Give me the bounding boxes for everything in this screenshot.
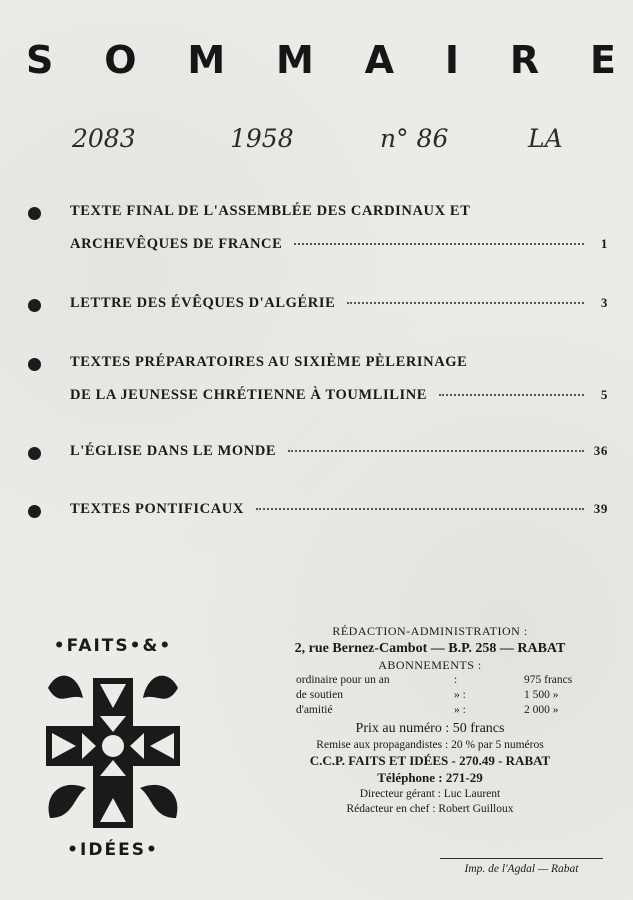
bullet-icon — [28, 505, 41, 518]
subscription-value: 2 000 » — [524, 704, 559, 717]
subscription-value: 975 francs — [524, 674, 573, 687]
leader-dots — [256, 508, 584, 510]
leader-dots — [288, 450, 584, 452]
leader-dots — [294, 243, 584, 245]
toc-page-number: 39 — [593, 501, 608, 516]
title-letter: S — [26, 38, 54, 82]
logo-bottom-text: •IDÉES• — [67, 840, 159, 860]
toc-text: TEXTES PONTIFICAUX — [70, 501, 244, 517]
handwritten-annotation — [0, 124, 633, 174]
toc-page-number: 3 — [600, 295, 608, 310]
leader-dots — [439, 394, 584, 396]
toc-text: ARCHEVÊQUES DE FRANCE — [70, 236, 283, 252]
cross-emblem-icon — [38, 658, 188, 838]
faits-et-idees-logo — [38, 636, 188, 866]
price-per-issue: Prix au numéro : 50 francs — [355, 721, 505, 737]
handwritten-number: 2083 — [72, 124, 136, 153]
discount-line: Remise aux propagandistes : 20 % par 5 numéros — [316, 739, 544, 752]
handwritten-issue: n° 86 — [380, 124, 449, 153]
bullet-icon — [28, 447, 41, 460]
toc-line — [70, 443, 608, 460]
bullet-icon — [28, 207, 41, 220]
title-letter: O — [104, 38, 137, 82]
title-letter: A — [364, 38, 395, 82]
subscription-row — [250, 673, 610, 688]
subscription-row — [250, 703, 610, 718]
toc-line — [70, 295, 608, 312]
bullet-icon — [28, 358, 41, 371]
page-title — [26, 38, 616, 82]
title-letter: E — [589, 38, 616, 82]
info-address: 2, rue Bernez-Cambot — B.P. 258 — RABAT — [294, 640, 566, 656]
toc-line — [70, 501, 608, 518]
subscriptions-heading: ABONNEMENTS : — [378, 657, 482, 672]
subscription-sep: » : — [454, 689, 466, 702]
editor-line: Rédacteur en chef : Robert Guilloux — [346, 803, 514, 816]
subscription-label: d'amitié — [296, 704, 333, 717]
title-letter: M — [187, 38, 226, 82]
subscription-value: 1 500 » — [524, 689, 559, 702]
phone-line: Téléphone : 271-29 — [377, 770, 483, 786]
bullet-icon — [28, 299, 41, 312]
toc-text: LETTRE DES ÉVÊQUES D'ALGÉRIE — [70, 295, 336, 311]
info-heading: RÉDACTION-ADMINISTRATION : — [332, 624, 528, 638]
toc-line — [70, 354, 608, 371]
toc-page-number: 1 — [600, 236, 608, 251]
toc-page-number: 5 — [600, 387, 608, 402]
subscription-label: de soutien — [296, 689, 343, 702]
toc-line — [70, 203, 608, 220]
title-letter: M — [276, 38, 314, 82]
toc-line — [70, 236, 608, 253]
subscription-label: ordinaire pour un an — [296, 674, 390, 687]
handwritten-year: 1958 — [230, 124, 294, 153]
ccp-line: C.C.P. FAITS ET IDÉES - 270.49 - RABAT — [309, 753, 551, 769]
director-line: Directeur gérant : Luc Laurent — [359, 788, 501, 801]
imprint-line: Imp. de l'Agdal — Rabat — [440, 858, 603, 875]
toc-line — [70, 387, 608, 404]
logo-top-text: •FAITS•&• — [53, 636, 173, 656]
title-letter: I — [444, 38, 460, 82]
publication-info — [250, 624, 610, 817]
handwritten-code: LA — [528, 124, 563, 153]
subscription-row — [250, 688, 610, 703]
subscription-sep: : — [454, 674, 458, 687]
toc-text: L'ÉGLISE DANS LE MONDE — [70, 443, 277, 459]
toc-text: TEXTE FINAL DE L'ASSEMBLÉE DES CARDINAUX ET — [70, 203, 471, 219]
subscription-sep: » : — [454, 704, 466, 717]
toc-text: TEXTES PRÉPARATOIRES AU SIXIÈME PÈLERINAGE — [70, 354, 468, 370]
toc-page-number: 36 — [593, 443, 608, 458]
toc-text: DE LA JEUNESSE CHRÉTIENNE À TOUMLILINE — [70, 387, 428, 403]
title-letter: R — [509, 38, 540, 82]
leader-dots — [347, 302, 584, 304]
